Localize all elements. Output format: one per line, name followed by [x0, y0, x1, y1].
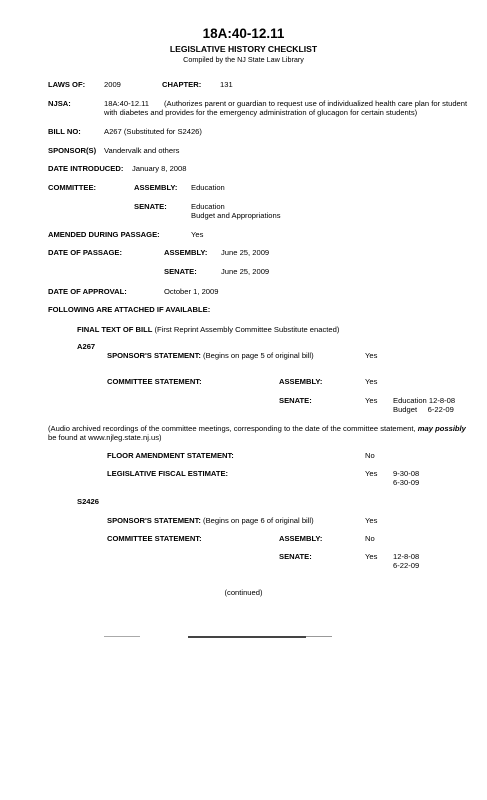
a267-senate-detail-1: Education 12-8-08 [393, 396, 456, 405]
s2426-senate-date-1: 12-8-08 [393, 552, 420, 561]
s2426-id: S2426 [77, 497, 99, 506]
chapter-label: CHAPTER: [162, 80, 202, 89]
s2426-assembly-value: No [365, 534, 375, 543]
laws-of-value: 2009 [104, 80, 121, 89]
s2426-senate-value: Yes [365, 552, 378, 561]
scan-artifact-line-center [188, 636, 306, 638]
audio-note-line-2: be found at www.njleg.state.nj.us) [48, 433, 162, 442]
attached-heading: FOLLOWING ARE ATTACHED IF AVAILABLE: [48, 305, 211, 314]
a267-sponsor-value: Yes [365, 351, 378, 360]
a267-sponsor-note: (Begins on page 5 of original bill) [203, 351, 314, 360]
a267-assembly-label: ASSEMBLY: [279, 377, 323, 386]
final-text-note: (First Reprint Assembly Committee Substitute enacted) [154, 325, 340, 334]
passage-senate-value: June 25, 2009 [221, 267, 270, 276]
amended-label: AMENDED DURING PASSAGE: [48, 230, 160, 239]
audio-note-line-1 [48, 424, 466, 433]
s2426-committee-label: COMMITTEE STATEMENT: [107, 534, 202, 543]
audio-note-text: (Audio archived recordings of the committee meetings, corresponding to the date of the committee statement, [48, 424, 416, 433]
sponsors-value: Vandervalk and others [104, 146, 180, 155]
a267-sponsor-line [107, 351, 314, 360]
laws-of-label: LAWS OF: [48, 80, 86, 89]
njsa-label: NJSA: [48, 99, 71, 108]
passage-senate-label: SENATE: [164, 267, 197, 276]
njsa-description: (Authorizes parent or guardian to request use of individualized health care plan for student with diabetes and provides for the emergency administration of glucagon for certain students) [104, 99, 468, 117]
a267-assembly-value: Yes [365, 377, 378, 386]
committee-assembly-value: Education [191, 183, 225, 192]
approval-value: October 1, 2009 [164, 287, 219, 296]
passage-label: DATE OF PASSAGE: [48, 248, 122, 257]
page-title: 18A:40-12.11 [202, 26, 285, 41]
a267-senate-value: Yes [365, 396, 378, 405]
continued-note: (continued) [224, 588, 263, 597]
floor-amendment-label: FLOOR AMENDMENT STATEMENT: [107, 451, 234, 460]
date-introduced-value: January 8, 2008 [132, 164, 187, 173]
date-introduced-label: DATE INTRODUCED: [48, 164, 124, 173]
a267-senate-detail-2: Budget 6-22-09 [393, 405, 454, 414]
a267-senate-label: SENATE: [279, 396, 312, 405]
s2426-senate-label: SENATE: [279, 552, 312, 561]
s2426-assembly-label: ASSEMBLY: [279, 534, 323, 543]
a267-committee-label: COMMITTEE STATEMENT: [107, 377, 202, 386]
bill-no-label: BILL NO: [48, 127, 81, 136]
passage-assembly-value: June 25, 2009 [221, 248, 270, 257]
fiscal-estimate-date-2: 6-30-09 [393, 478, 420, 487]
page-subtitle: LEGISLATIVE HISTORY CHECKLIST [169, 44, 318, 54]
committee-senate-value-1: Education [191, 202, 225, 211]
a267-sponsor-label: SPONSOR'S STATEMENT: [107, 351, 201, 360]
amended-value: Yes [191, 230, 204, 239]
s2426-sponsor-value: Yes [365, 516, 378, 525]
committee-senate-label: SENATE: [134, 202, 167, 211]
sponsors-label: SPONSOR(S) [48, 146, 97, 155]
njsa-value: 18A:40-12.11 [104, 99, 150, 108]
fiscal-estimate-label: LEGISLATIVE FISCAL ESTIMATE: [107, 469, 229, 478]
passage-assembly-label: ASSEMBLY: [164, 248, 208, 257]
scan-artifact-line-right [306, 636, 332, 637]
audio-note-emphasis: may possibly [417, 424, 466, 433]
committee-assembly-label: ASSEMBLY: [134, 183, 178, 192]
s2426-sponsor-label: SPONSOR'S STATEMENT: [107, 516, 201, 525]
committee-senate-value-2: Budget and Appropriations [191, 211, 281, 220]
floor-amendment-value: No [365, 451, 375, 460]
fiscal-estimate-value: Yes [365, 469, 378, 478]
approval-label: DATE OF APPROVAL: [48, 287, 127, 296]
s2426-sponsor-note: (Begins on page 6 of original bill) [203, 516, 314, 525]
fiscal-estimate-date-1: 9-30-08 [393, 469, 420, 478]
scan-artifact-line-left [104, 636, 140, 637]
a267-id: A267 [77, 342, 96, 351]
chapter-value: 131 [220, 80, 233, 89]
bill-no-value: A267 (Substituted for S2426) [104, 127, 202, 136]
compiled-by: Compiled by the NJ State Law Library [183, 55, 304, 64]
s2426-sponsor-line [107, 516, 314, 525]
final-text-label: FINAL TEXT OF BILL [77, 325, 153, 334]
final-text-line [77, 325, 339, 334]
committee-label: COMMITTEE: [48, 183, 97, 192]
s2426-senate-date-2: 6-22-09 [393, 561, 420, 570]
